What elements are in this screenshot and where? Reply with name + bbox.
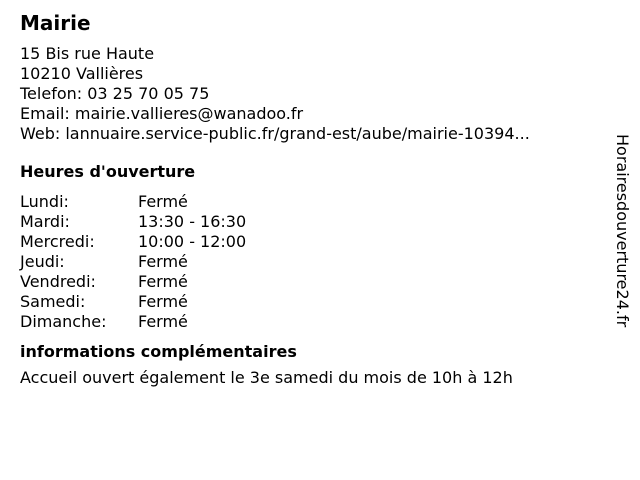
hours-row-dimanche [20, 312, 600, 332]
day-label: Jeudi: [20, 252, 65, 271]
hours-row-lundi [20, 192, 600, 212]
day-label: Vendredi: [20, 272, 96, 291]
page-title: Mairie [20, 11, 91, 35]
day-hours: Fermé [138, 252, 188, 271]
day-label: Mardi: [20, 212, 70, 231]
day-hours: 13:30 - 16:30 [138, 212, 247, 231]
hours-row-mardi [20, 212, 600, 232]
additional-info-heading: informations complémentaires [20, 342, 297, 361]
hours-row-samedi [20, 292, 600, 312]
hours-row-vendredi [20, 272, 600, 292]
address-block [20, 44, 600, 144]
street-address: 15 Bis rue Haute [20, 44, 155, 63]
listing-card [20, 10, 600, 388]
day-label: Dimanche: [20, 312, 107, 331]
phone-line[interactable]: Telefon: 03 25 70 05 75 [20, 84, 210, 103]
day-hours: 10:00 - 12:00 [138, 232, 247, 251]
day-label: Samedi: [20, 292, 86, 311]
city-postal: 10210 Vallières [20, 64, 144, 83]
day-hours: Fermé [138, 192, 188, 211]
day-label: Lundi: [20, 192, 69, 211]
brand-watermark: Horairesdouverture24.fr [613, 134, 632, 328]
hours-row-jeudi [20, 252, 600, 272]
day-hours: Fermé [138, 272, 188, 291]
opening-hours-heading: Heures d'ouverture [20, 162, 196, 181]
day-hours: Fermé [138, 292, 188, 311]
day-label: Mercredi: [20, 232, 95, 251]
hours-row-mercredi [20, 232, 600, 252]
opening-hours-table [20, 192, 600, 332]
web-line[interactable]: Web: lannuaire.service-public.fr/grand-est/aube/mairie-10394... [20, 124, 530, 143]
additional-info-text: Accueil ouvert également le 3e samedi du mois de 10h à 12h [20, 368, 513, 387]
day-hours: Fermé [138, 312, 188, 331]
email-line[interactable]: Email: mairie.vallieres@wanadoo.fr [20, 104, 304, 123]
